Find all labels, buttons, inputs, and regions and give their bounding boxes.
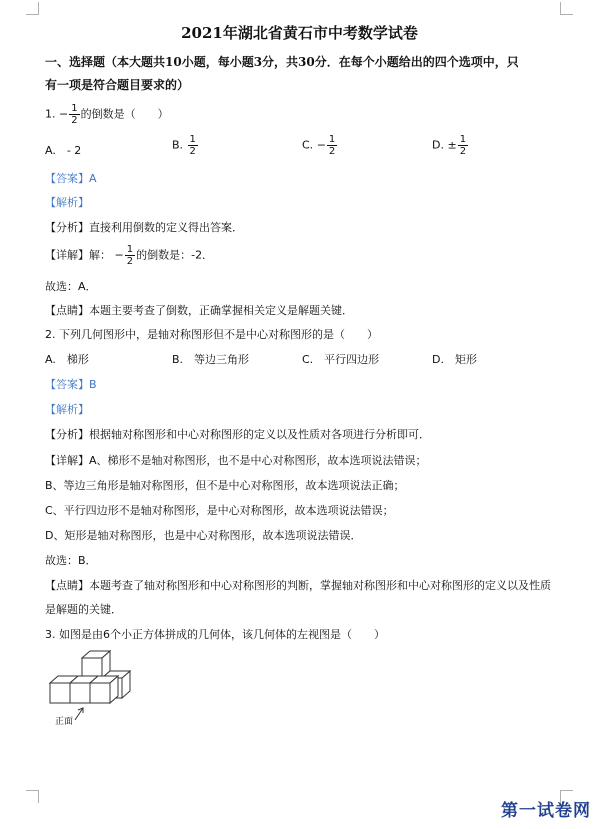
q3-stem: 3. 如图是由6个小正方体拼成的几何体，该几何体的左视图是（ ） bbox=[45, 628, 385, 641]
q2-xiangjie-b: B、等边三角形是轴对称图形，但不是中心对称图形，故本选项说法正确； bbox=[45, 479, 405, 492]
q1-jiexi: 【解析】 bbox=[45, 196, 89, 209]
q1-minus: − bbox=[59, 107, 69, 121]
q1-option-d bbox=[432, 134, 469, 157]
q1-option-c-den: 2 bbox=[328, 146, 336, 157]
q1-xiangjie bbox=[45, 244, 213, 267]
section-heading-line2: 有一项是符合题目要求的） bbox=[45, 78, 190, 92]
q2-dianjing-line1: 【点睛】本题考查了轴对称图形和中心对称图形的判断，掌握轴对称图形和中心对称图形的定义以及性质 bbox=[45, 579, 551, 592]
q2-stem: 2. 下列几何图形中，是轴对称图形但不是中心对称图形的是（ ） bbox=[45, 328, 378, 341]
watermark-logo: 第一试卷网 bbox=[501, 801, 591, 821]
q2-guxuan: 故选：B． bbox=[45, 554, 97, 567]
q2-option-d: D. 矩形 bbox=[432, 353, 477, 366]
q1-option-b-den: 2 bbox=[189, 146, 196, 157]
q1-frac-den: 2 bbox=[71, 115, 78, 126]
q2-xiangjie-d: D、矩形是轴对称图形，也是中心对称图形，故本选项说法错误． bbox=[45, 529, 362, 542]
q2-xiangjie-c: C、平行四边形不是轴对称图形，是中心对称图形，故本选项说法错误； bbox=[45, 504, 394, 517]
q1-option-d-fraction bbox=[458, 134, 468, 157]
q1-guxuan: 故选：A． bbox=[45, 280, 97, 293]
q1-option-d-num: 1 bbox=[459, 134, 467, 145]
q1-option-d-sign: ± bbox=[447, 138, 457, 152]
cube-front-1 bbox=[50, 683, 70, 703]
q1-stem bbox=[45, 103, 169, 126]
crop-mark-bottom-left bbox=[26, 790, 39, 803]
q1-option-b-fraction bbox=[188, 134, 198, 157]
q1-dianjing: 【点睛】本题主要考查了倒数，正确掌握相关定义是解题关键． bbox=[45, 304, 353, 317]
q1-option-c-num: 1 bbox=[328, 134, 336, 145]
page-title: 2021年湖北省黄石市中考数学试卷 bbox=[181, 24, 418, 42]
q1-stem-tail: 的倒数是（ ） bbox=[80, 107, 169, 121]
q2-fenxi: 【分析】根据轴对称图形和中心对称图形的定义以及性质对各项进行分析即可． bbox=[45, 428, 430, 441]
q2-answer: 【答案】B bbox=[45, 378, 97, 391]
cube-front-2 bbox=[70, 683, 90, 703]
q2-xiangjie-a: 【详解】A、梯形不是轴对称图形，也不是中心对称图形，故本选项说法错误； bbox=[45, 454, 427, 467]
q2-dianjing-line2: 是解题的关键． bbox=[45, 603, 122, 616]
q1-option-c bbox=[302, 134, 338, 157]
q1-option-c-fraction bbox=[327, 134, 337, 157]
crop-mark-top-right bbox=[560, 2, 573, 15]
q1-option-d-label: D. bbox=[432, 138, 444, 152]
section-heading-line1: 一、选择题（本大题共10小题，每小题3分，共30分．在每个小题给出的四个选项中，只 bbox=[45, 55, 519, 69]
q2-jiexi: 【解析】 bbox=[45, 403, 89, 416]
q1-option-b bbox=[172, 134, 199, 157]
q1-fenxi: 【分析】直接利用倒数的定义得出答案． bbox=[45, 221, 243, 234]
q1-xiangjie-minus: − bbox=[114, 248, 124, 262]
q1-fraction bbox=[69, 103, 79, 126]
q1-answer: 【答案】A bbox=[45, 172, 97, 185]
q3-figure-label: 正面 bbox=[55, 717, 74, 727]
q1-number: 1. bbox=[45, 107, 56, 121]
q1-xiangjie-den: 2 bbox=[126, 256, 134, 267]
q1-frac-num: 1 bbox=[71, 103, 78, 114]
q1-xiangjie-num: 1 bbox=[126, 244, 134, 255]
q2-option-c: C. 平行四边形 bbox=[302, 353, 380, 366]
q1-option-c-label: C. bbox=[302, 138, 314, 152]
q1-option-a: A. - 2 bbox=[45, 144, 82, 157]
q2-option-a: A. 梯形 bbox=[45, 353, 89, 366]
q3-cube-figure bbox=[45, 648, 145, 728]
q1-option-d-den: 2 bbox=[459, 146, 467, 157]
q1-xiangjie-tail: 的倒数是：-2． bbox=[136, 248, 214, 262]
q2-option-b: B. 等边三角形 bbox=[172, 353, 250, 366]
crop-mark-top-left bbox=[26, 2, 39, 15]
q1-xiangjie-fraction bbox=[125, 244, 135, 267]
q1-xiangjie-head: 【详解】解： bbox=[45, 248, 111, 262]
cube-front-3 bbox=[90, 683, 110, 703]
q1-option-b-label: B. bbox=[172, 138, 184, 152]
cube-top-front bbox=[82, 658, 102, 678]
q1-option-b-num: 1 bbox=[189, 134, 196, 145]
q1-option-c-sign: − bbox=[316, 138, 326, 152]
